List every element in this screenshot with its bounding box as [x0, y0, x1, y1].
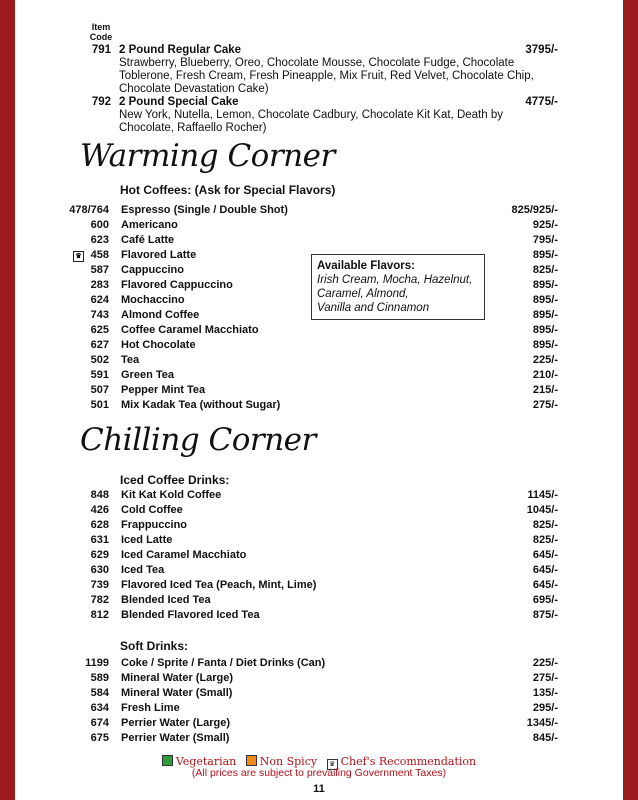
item-price: 895/- [532, 339, 558, 351]
item-code: 629 [90, 549, 109, 561]
warming-corner-title: Warming Corner [80, 138, 335, 174]
item-code: 848 [90, 489, 109, 501]
item-code: 739 [90, 579, 109, 591]
flavors-line: Irish Cream, Mocha, Hazelnut, [317, 274, 473, 286]
item-code: 1199 [85, 657, 109, 669]
hot-coffees-subhead: Hot Coffees: (Ask for Special Flavors) [120, 183, 336, 197]
left-border [0, 0, 15, 800]
item-price: 225/- [532, 354, 558, 366]
item-name: Cappuccino [121, 264, 184, 276]
item-price: 1145/- [527, 489, 558, 501]
item-name: Mineral Water (Large) [121, 672, 234, 684]
item-code: 743 [90, 309, 109, 321]
item-code: 675 [90, 732, 109, 744]
item-code: 625 [90, 324, 109, 336]
vegetarian-icon [162, 755, 173, 766]
menu-row [15, 488, 623, 503]
available-flavors-box [311, 254, 485, 320]
item-name: Perrier Water (Large) [121, 717, 231, 729]
legend-label: Vegetarian [175, 755, 237, 768]
menu-page [15, 0, 623, 800]
legend-label: Chef's Recommendation [340, 755, 477, 768]
item-price: 295/- [532, 702, 558, 714]
item-name: Flavored Cappuccino [121, 279, 233, 291]
item-name: Blended Iced Tea [121, 594, 211, 606]
menu-row [15, 716, 623, 731]
item-description: Strawberry, Blueberry, Oreo, Chocolate Mousse, Chocolate Fudge, Chocolate Toblerone, Fresh Cream, Fresh Pineapple, Mix Fruit, Red Velvet, Chocolate Chip, Chocolate Devastation Cake) [119, 57, 534, 95]
item-price: 1345/- [526, 717, 558, 729]
right-border [623, 0, 638, 800]
item-name: 2 Pound Regular Cake [119, 44, 242, 56]
item-name: Mix Kadak Tea (without Sugar) [121, 399, 281, 411]
item-code: 628 [90, 519, 109, 531]
item-price: 895/- [532, 294, 558, 306]
item-code: 782 [90, 594, 109, 606]
menu-row [15, 338, 623, 353]
page-number: 11 [313, 783, 325, 795]
menu-row [15, 593, 623, 608]
item-price: 695/- [532, 594, 558, 606]
item-code: 584 [90, 687, 109, 699]
item-name: Flavored Latte [121, 249, 197, 261]
flavors-line: Vanilla and Cinnamon [317, 302, 430, 314]
chef-hat-icon: ♛ [73, 251, 84, 262]
item-name: Iced Latte [121, 534, 173, 546]
item-code: 674 [90, 717, 109, 729]
item-code: 589 [90, 672, 109, 684]
item-code: 283 [90, 279, 109, 291]
non-spicy-icon [246, 755, 257, 766]
item-code: 630 [90, 564, 109, 576]
menu-row [15, 398, 623, 413]
item-price: 895/- [532, 324, 558, 336]
item-name: 2 Pound Special Cake [119, 96, 239, 108]
item-code: 624 [90, 294, 109, 306]
item-name: Tea [121, 354, 140, 366]
item-name: Hot Chocolate [121, 339, 196, 351]
menu-row [15, 218, 623, 233]
menu-row [15, 353, 623, 368]
item-price: 645/- [532, 579, 558, 591]
menu-row [15, 731, 623, 746]
item-name: Green Tea [121, 369, 174, 381]
chilling-corner-title: Chilling Corner [80, 422, 316, 458]
flavors-heading: Available Flavors: [317, 260, 416, 272]
item-name: Cold Coffee [121, 504, 183, 516]
item-code: 791 [91, 44, 111, 56]
menu-row [15, 548, 623, 563]
item-code: 627 [90, 339, 109, 351]
menu-row [15, 518, 623, 533]
item-price: 925/- [532, 219, 558, 231]
item-price: 825/925/- [511, 204, 558, 216]
menu-row [15, 368, 623, 383]
menu-row [15, 503, 623, 518]
menu-row [15, 233, 623, 248]
menu-row [15, 701, 623, 716]
item-price: 895/- [532, 279, 558, 291]
item-code: 426 [90, 504, 109, 516]
item-price: 275/- [532, 672, 558, 684]
item-name: Mineral Water (Small) [121, 687, 233, 699]
item-price: 645/- [532, 549, 558, 561]
menu-row [15, 608, 623, 623]
item-code: 507 [90, 384, 109, 396]
item-name: Pepper Mint Tea [121, 384, 206, 396]
item-code: 478/764 [69, 204, 109, 216]
item-name: Iced Caramel Macchiato [121, 549, 247, 561]
item-price: 645/- [532, 564, 558, 576]
menu-row [15, 686, 623, 701]
iced-coffee-subhead: Iced Coffee Drinks: [120, 473, 230, 487]
item-code: 812 [90, 609, 109, 621]
item-price: 825/- [532, 534, 558, 546]
item-code: 623 [90, 234, 109, 246]
item-code: 792 [91, 96, 111, 108]
legend-label: Non Spicy [259, 755, 318, 768]
menu-row [15, 578, 623, 593]
item-price: 875/- [532, 609, 558, 621]
menu-row [15, 656, 623, 671]
item-price: 795/- [532, 234, 558, 246]
item-price: 225/- [532, 657, 558, 669]
item-name: Blended Flavored Iced Tea [121, 609, 260, 621]
menu-row [15, 323, 623, 338]
item-price: 895/- [532, 249, 558, 261]
item-price: 845/- [532, 732, 558, 744]
item-name: Fresh Lime [121, 702, 180, 714]
item-name: Espresso (Single / Double Shot) [121, 204, 288, 216]
item-code: 600 [90, 219, 109, 231]
item-price: 275/- [532, 399, 558, 411]
item-name: Americano [121, 219, 178, 231]
chef-hat-icon: ♛ [327, 759, 338, 770]
menu-row [15, 563, 623, 578]
item-name: Flavored Iced Tea (Peach, Mint, Lime) [121, 579, 317, 591]
item-name: Kit Kat Kold Coffee [121, 489, 222, 501]
item-name: Almond Coffee [121, 309, 200, 321]
menu-row [15, 671, 623, 686]
item-code: 458 [90, 249, 109, 261]
item-price: 210/- [532, 369, 558, 381]
item-price: 135/- [532, 687, 558, 699]
item-price: 1045/- [526, 504, 558, 516]
menu-row [15, 533, 623, 548]
item-name: Iced Tea [121, 564, 165, 576]
menu-row [15, 203, 623, 218]
item-price: 895/- [532, 309, 558, 321]
menu-row [15, 383, 623, 398]
tax-note: (All prices are subject to prevailing Government Taxes) [191, 767, 447, 779]
item-price: 4775/- [525, 96, 558, 108]
item-price: 215/- [532, 384, 558, 396]
item-description: New York, Nutella, Lemon, Chocolate Cadbury, Chocolate Kit Kat, Death by Chocolate, Raffaello Rocher) [119, 109, 503, 134]
soft-drinks-subhead: Soft Drinks: [120, 639, 189, 653]
item-code: 634 [90, 702, 109, 714]
item-name: Perrier Water (Small) [121, 732, 230, 744]
item-code-header: Item Code [89, 22, 113, 42]
item-code: 591 [90, 369, 109, 381]
item-name: Frappuccino [121, 519, 188, 531]
item-code: 631 [90, 534, 109, 546]
item-name: Coke / Sprite / Fanta / Diet Drinks (Can) [121, 657, 326, 669]
item-name: Coffee Caramel Macchiato [121, 324, 259, 336]
item-name: Café Latte [121, 234, 175, 246]
item-code: 501 [90, 399, 109, 411]
item-price: 3795/- [525, 44, 558, 56]
item-price: 825/- [532, 519, 558, 531]
item-price: 825/- [532, 264, 558, 276]
item-code: 502 [90, 354, 109, 366]
flavors-line: Caramel, Almond, [317, 288, 409, 300]
item-name: Mochaccino [121, 294, 185, 306]
item-code: 587 [90, 264, 109, 276]
